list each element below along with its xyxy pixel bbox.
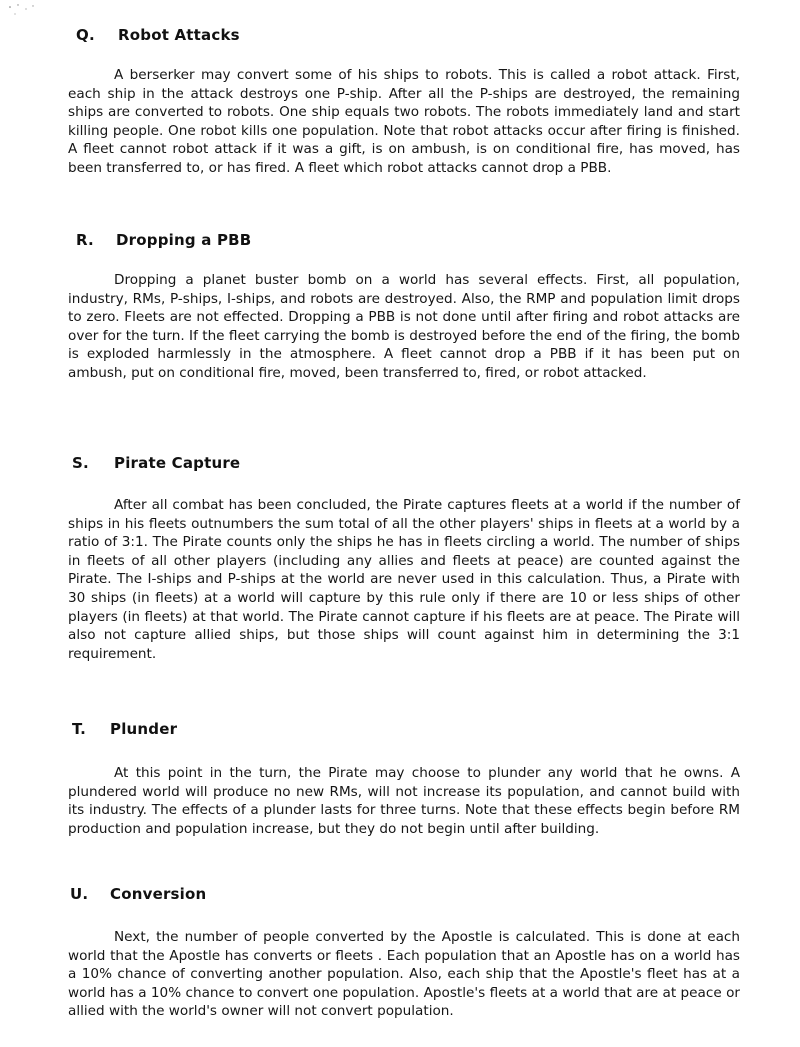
section-body-q: A berserker may convert some of his ships to robots. This is called a robot attack. First, each ship in the attack destroys one P-ship. After all the P-ships are destroyed, the remaining ships are converted to robots. One ship equals two robots. The robots immediately land and start killing people. One robot kills one population. Note that robot attacks occur after firing is finished. A fleet cannot robot attack if it was a gift, is on ambush, is on conditional fire, has moved, has been transferred to, or has fired. A fleet which robot attacks cannot drop a PBB. [68, 67, 740, 176]
section-title: Dropping a PBB [116, 231, 252, 249]
section-body-r: Dropping a planet buster bomb on a world has several effects. First, all population, industry, RMs, P-ships, I-ships, and robots are destroyed. Also, the RMP and population limit drops to zero. Fleets are not effected. Dropping a PBB is not done until after firing and robot attacks are over for the turn. If the fleet carrying the bomb is destroyed before the end of the firing, the bomb is exploded harmlessly in the atmosphere. A fleet cannot drop a PBB if it has been put on ambush, put on conditional fire, moved, been transferred to, fired, or robot attacked. [68, 272, 740, 381]
section-letter: R. [76, 231, 94, 249]
section-body-u: Next, the number of people converted by the Apostle is calculated. This is done at each world that the Apostle has converts or fleets . Each population that an Apostle has on a world has a 10% chance of converting another population. Also, each ship that the Apostle's fleet has at a world has a 10% chance to convert one population. Apostle's fleets at a world that are at peace or allied with the world's owner will not convert population. [68, 929, 740, 1020]
section-letter: U. [70, 885, 89, 903]
scan-speckle [6, 2, 46, 22]
section-letter: S. [72, 454, 89, 472]
section-heading-u [70, 885, 207, 903]
section-heading-r [76, 231, 252, 249]
section-title: Plunder [110, 720, 178, 738]
section-heading-s [72, 454, 241, 472]
section-body-s: After all combat has been concluded, the Pirate captures fleets at a world if the number of ships in his fleets outnumbers the sum total of all the other players' ships in fleets at a world by a ratio of 3:1. The Pirate counts only the ships he has in fleets circling a world. The number of ships in fleets of all other players (including any allies and fleets at peace) are counted against the Pirate. The I-ships and P-ships at the world are never used in this calculation. Thus, a Pirate with 30 ships (in fleets) at a world will capture by this rule only if there are 10 or less ships of other players (in fleets) at that world. The Pirate cannot capture if his fleets are at peace. The Pirate will also not capture allied ships, but those ships will count against him in determining the 3:1 requirement. [68, 497, 740, 662]
section-letter: Q. [76, 26, 95, 44]
section-body-t: At this point in the turn, the Pirate may choose to plunder any world that he owns. A plundered world will produce no new RMs, will not increase its population, and cannot build with its industry. The effects of a plunder lasts for three turns. Note that these effects begin before RM production and population increase, but they do not begin until after building. [68, 765, 740, 837]
section-title: Conversion [110, 885, 207, 903]
section-heading-t [72, 720, 178, 738]
section-letter: T. [72, 720, 87, 738]
section-title: Robot Attacks [118, 26, 240, 44]
section-title: Pirate Capture [114, 454, 241, 472]
section-heading-q [76, 26, 240, 44]
